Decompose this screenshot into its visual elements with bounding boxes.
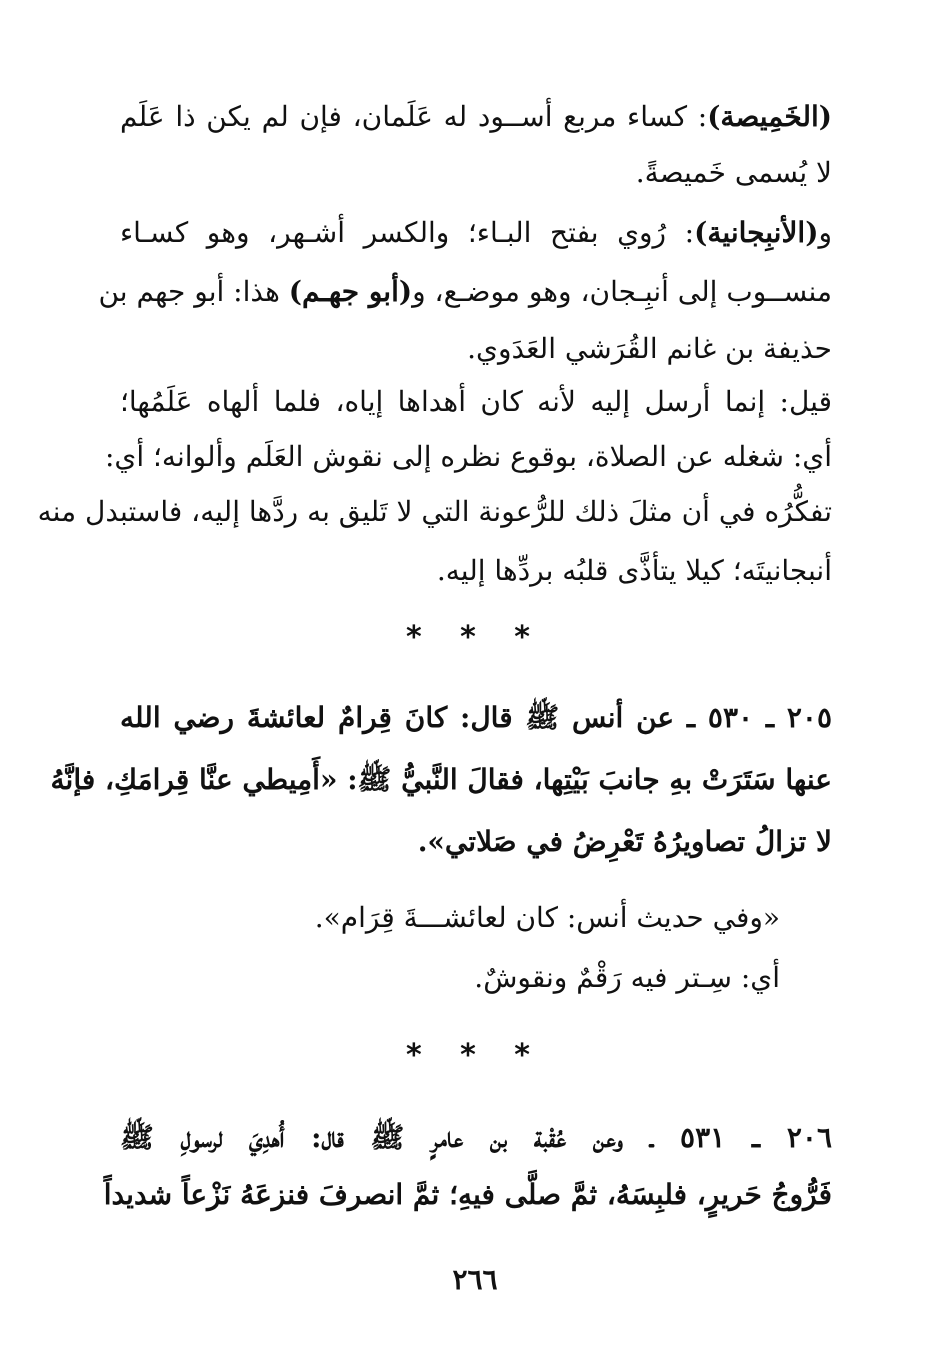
term-abu-jahm: (أبو جهـم): [288, 275, 413, 308]
paragraph-2-line-3: حذيفة بن غانم القُرَشي العَدَوي.: [467, 332, 832, 365]
paragraph-2-line-2: [98, 272, 832, 312]
paragraph-2-line-1-text: : رُوي بفتح البـاء؛ والكسر أشـهر، وهو كسـاء: [120, 216, 695, 249]
section-divider: * * *: [406, 1038, 544, 1073]
hadith-205-line-3: لا تزالُ تصاويرُهُ تَعْرِضُ في صَلاتي».: [417, 825, 832, 858]
hadith-206-line-2: فَرُّوجُ حَريرٍ، فلبِسَهُ، ثمَّ صلَّى فيهِ؛ ثمَّ انصرفَ فنزعَهُ نَزْعاً شديداً: [103, 1178, 832, 1211]
term-khamisa: (الخَمِيصة): [707, 100, 832, 133]
paragraph-1-line-1: [120, 97, 832, 137]
paragraph-2-prefix: و: [818, 216, 832, 249]
term-anbijaniya: (الأنبِجانية): [694, 216, 819, 249]
paragraph-3-line-2: أي: شغله عن الصلاة، بوقوع نظره إلى نقوش العَلَم وألوانه؛ أي:: [105, 440, 832, 473]
page-number: ٢٦٦: [452, 1263, 498, 1296]
paragraph-2-line-2-before: منســوب إلى أنبِـجان، وهو موضـع، و: [412, 275, 832, 308]
paragraph-3-line-3: تفكُّرُه في أن مثلَ ذلك للرُّعونة التي لا تَليق به ردَّها إليه، فاستبدل منه: [37, 495, 832, 528]
hadith-205-line-1: ٢٠٥ ـ ٥٣٠ ـ عن أنس ﷺ قال: كانَ قِرامٌ لعائشةَ رضي الله: [120, 701, 832, 734]
hadith-205-note-line-1: «وفي حديث أنس: كان لعائشـــةَ قِرَام».: [314, 901, 780, 934]
section-divider: * * *: [406, 620, 544, 655]
paragraph-2-line-2-after: هذا: أبو جهم بن: [98, 275, 289, 308]
hadith-206-line-1: ٢٠٦ ـ ٥٣١ ـ وعن عُقْبة بن عامرٍ ﷺ قال: أُهدِيَ لرسولِ ﷺ: [120, 1121, 833, 1154]
paragraph-2-line-1: [120, 213, 832, 253]
hadith-205-line-2: عنها سَتَرَتْ بهِ جانبَ بَيْتِها، فقالَ النَّبيُّ ﷺ: «أَمِيطي عنَّا قِرامَكِ، فإنَّهُ: [50, 763, 832, 796]
paragraph-1-line-1-text: : كساء مربع أســود له عَلَمان، فإن لم يكن ذا عَلَم: [120, 100, 708, 133]
paragraph-3-line-4: أنبجانيتَه؛ كيلا يتأذَّى قلبُه بردِّها إليه.: [436, 554, 832, 587]
paragraph-1-line-2: لا يُسمى خَميصةً.: [635, 156, 832, 189]
paragraph-3-line-1: قيل: إنما أرسل إليه لأنه كان أهداها إياه، فلما ألهاه عَلَمُها؛: [120, 385, 832, 418]
hadith-205-note-line-2: أي: سِـتر فيه رَقْمٌ ونقوشٌ.: [474, 961, 780, 994]
